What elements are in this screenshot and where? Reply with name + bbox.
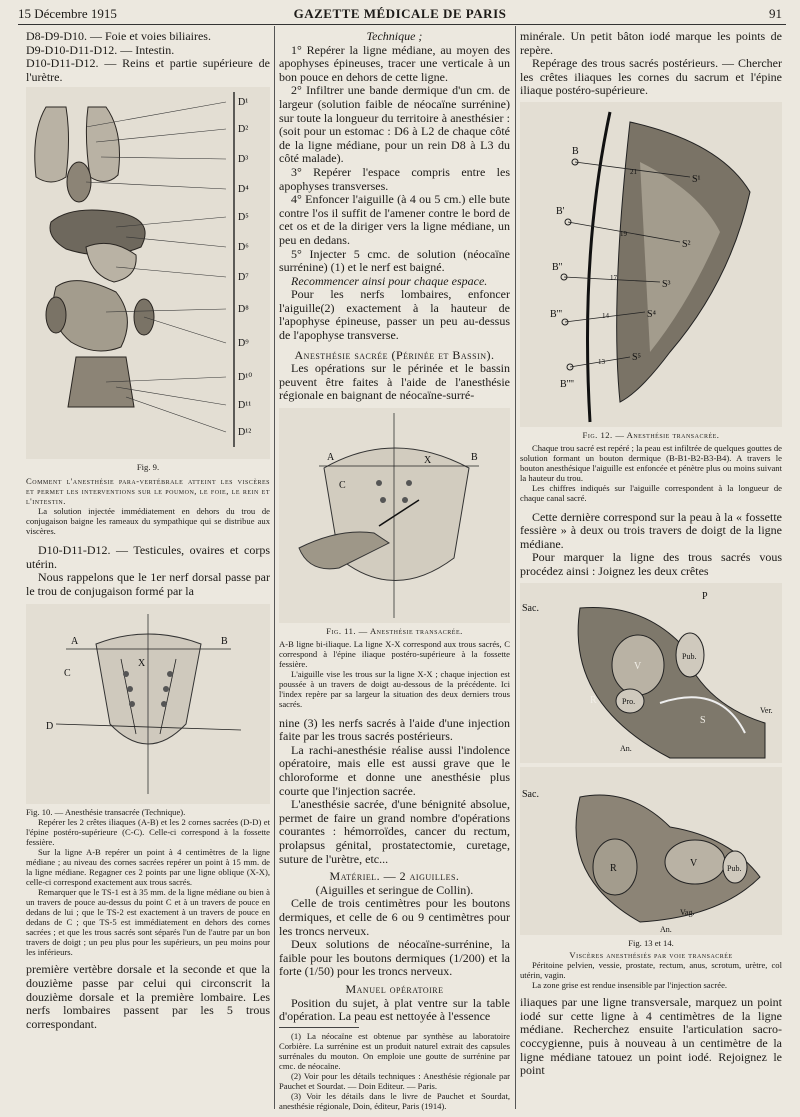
fig14-label-an: An. (660, 924, 672, 934)
fig13-label-s: S (700, 714, 706, 726)
fig12-label-b4: B'''' (560, 378, 574, 390)
fig10-label-c: C (64, 668, 71, 680)
fig11-title: Fig. 11. — Anesthésie transacrée. (326, 626, 463, 637)
technique-lombaires: Pour les nerfs lombaires, enfoncer l'aiguille(2) exactement à la hauteur de l'apophyse épineuse, passer un peu au-dessus de l'apophyse transverse. (279, 287, 510, 343)
figure-14-illustration (520, 767, 782, 935)
fig12-needle-14: 14 (602, 311, 609, 320)
para-pour-marquer: Pour marquer la ligne des trous sacrés vous procédez ainsi : Joignez les deux crêtes (520, 550, 782, 578)
header-date: 15 Décembre 1915 (18, 6, 117, 21)
fig14-label-vag: Vag. (680, 907, 695, 917)
collin-2: Celle de trois centimètres pour les boutons dermiques, et celle de 6 ou 9 centimètres pour les troncs nerveux. (279, 896, 510, 938)
section-anesthesie-sacree: Anesthésie sacrée (Périnée et Bassin). (294, 347, 495, 362)
para-sacree-2: L'anesthésie sacrée, d'une bénignité absolue, permet de faire un grand nombre d'opérations courantes : hémorroïdes, cancer du rectum, prolapsus génital, prostatectomie, curetage, suture de l'urètre, etc... (279, 797, 510, 866)
materiel-heading: Matériel. — 2 aiguilles. (329, 869, 460, 884)
figure-12 (520, 102, 782, 427)
footnote-2: (2) Voir pour les détails techniques : Anesthésie régionale par Pauchet et Sourdat. — Doin Editeur. — Paris. (279, 1070, 510, 1091)
running-header (18, 4, 782, 24)
para-reperage: Repérage des trous sacrés postérieurs. — Chercher les crêtes iliaques les cornes du sacrum et l'épine iliaque postéro-supérieure. (520, 56, 782, 98)
column-3 (520, 30, 782, 1078)
fig13-label-pub: Pub. (682, 651, 697, 661)
fig11-label-b: B (471, 452, 478, 464)
fig11-caption-2: L'aiguille vise les trous sur la ligne X-X ; chaque injection est poussée à un travers de doigt au-dessous de la précédente. Ici l'index repère par sa largeur la situation des deux derniers trous sacrés. (279, 668, 510, 709)
fig14-label-pub: Pub. (727, 863, 742, 873)
para-sacree: Les opérations sur le périnée et le bassin peuvent être faites à l'aide de l'anesthésie régionale en baignant de néocaïne-surré- (279, 361, 510, 403)
fig10-caption-2: Sur la ligne A-B repérer un point à 4 centimètres de la ligne médiane ; au niveau des cornes sacrées repérer un point à 15 mm. de la ligne médiane. Regagner ces 2 points par une ligne oblique (X-X), celle-ci correspond exactement aux trous sacrés. (26, 847, 270, 888)
fig9-label-d11: D¹¹ (238, 400, 252, 412)
fig9-label-d12: D¹² (238, 427, 252, 439)
para-minerale: minérale. Un petit bâton iodé marque les points de repère. (520, 29, 782, 57)
fig12-label-b3: B''' (550, 308, 563, 320)
fig11-label-x: X (424, 455, 432, 467)
fig13-14-caption-2: La zone grise est rendue insensible par l'injection sacrée. (532, 980, 728, 991)
fig14-label-sac: Sac. (522, 788, 539, 800)
fig9-caption: Comment l'anesthésie para-vertébrale atteint les viscères et permet les interventions sur le poumon, le foie, le rein et l'intestin. (26, 475, 270, 506)
fig9-caption-2: La solution injectée immédiatement en dehors du trou de conjugaison baigne les rameaux du sympathique qui se distribue aux viscères. (26, 505, 270, 536)
fig13-label-pro: Pro. (622, 696, 636, 706)
figure-11 (279, 408, 510, 623)
figure-9-illustration (26, 87, 270, 459)
fig12-label-b2: B'' (552, 261, 563, 273)
para-cette-derniere: Cette dernière correspond sur la peau à la « fossette fessière » à deux ou trois travers de doigt de la ligne médiane. (520, 509, 782, 551)
technique-recommencer: Recommencer ainsi pour chaque espace. (291, 273, 488, 288)
para-premiere-vertebre: première vertèbre dorsale et la seconde et que la douzième passe par celui qui circonscrit la douzième dorsale et la première lombaire. Les nerfs lombaires passent par les 5 trous correspondant. (26, 962, 270, 1031)
footnote-3: (3) Voir les détails dans le livre de Pauchet et Sourdat, anesthésie régionale, Doin, éditeur, Paris (1914). (279, 1090, 510, 1111)
figure-14 (520, 767, 782, 935)
fig13-label-an: An. (620, 743, 632, 753)
fig10-caption-title: Fig. 10. — Anesthésie transacrée (Technique). (26, 807, 186, 818)
fig9-label-d8: D⁸ (238, 304, 249, 316)
fig12-needle-17: 17 (610, 273, 617, 282)
manuel-heading: Manuel opératoire (345, 981, 444, 996)
fig12-needle-21: 21 (630, 167, 637, 176)
collin: (Aiguilles et seringue de Collin). (315, 882, 474, 897)
deux-solutions: Deux solutions de néocaïne-surrénine, la faible pour les boutons dermiques (1/200) et la forte (1/50) pour les troncs nerveux. (279, 937, 510, 979)
fig12-label-s1: S¹ (692, 173, 701, 185)
fig9-label-d7: D⁷ (238, 272, 249, 284)
innervation-line-1: D8-D9-D10. — Foie et voies biliaires. (26, 29, 211, 43)
fig13-label-v: V (634, 660, 642, 672)
fig13-14-caption: Péritoine pelvien, vessie, prostate, rectum, anus, scrotum, urètre, col utérin, vagin. (520, 960, 782, 981)
technique-heading: Technique ; (366, 29, 423, 43)
figure-13-illustration (520, 583, 782, 763)
figure-10 (26, 604, 270, 804)
technique-step-4: 4° Enfoncer l'aiguille (à 4 ou 5 cm.) elle bute contre l'os il suffit de l'amener contre le bord de cet os et de la diriger vers la ligne médiane, un peu en dedans. (279, 192, 510, 247)
para-iliaques: iliaques par une ligne transversale, marquez un point iodé sur cette ligne à 4 centimètres de la ligne médiane. Recherchez ensuite l'articulation sacro-coccygienne, puis à nouveau à un centimètre de la ligne médiane tatouez un point iodé. Rejoignez le point (520, 995, 782, 1078)
fig12-caption: Chaque trou sacré est repéré ; la peau est infiltrée de quelques gouttes de solution formant un bouton dermique (B-B1-B2-B3-B4). A travers le bouton anesthésique l'aiguille est enfoncée et pénètre plus ou moins suivant la hauteur du trou. (520, 442, 782, 483)
fig11-caption: A-B ligne bi-iliaque. La ligne X-X correspond aux trous sacrés, C correspond à l'épine iliaque postéro-supérieure à la fossette fessière. (279, 638, 510, 669)
fig9-label-d1: D¹ (238, 97, 249, 109)
fig9-label-d2: D² (238, 124, 249, 136)
fig10-label-a: A (71, 636, 79, 648)
page-number: 91 (769, 6, 782, 21)
fig12-needle-19: 19 (620, 229, 627, 238)
fig12-label-s3: S³ (662, 278, 671, 290)
technique-step-2: 2° Infiltrer une bande dermique d'un cm. de largeur (solution faible de néocaïne surrénine) sur toute la longueur du territoire à anesthésier : (soit pour un estomac : D6 à L2 de chaque côté de la ligne médiane, pour un rein D8 à L3 du côté malade). (279, 83, 510, 166)
column-rule-2 (515, 26, 516, 1109)
fig9-label-d10: D¹⁰ (238, 372, 253, 384)
fig12-title: Fig. 12. — Anesthésie transacrée. (582, 429, 720, 440)
fig13-label-ver: Ver. (760, 705, 773, 715)
footnote-rule (279, 1027, 359, 1028)
fig10-label-x: X (138, 658, 146, 670)
technique-step-5: 5° Injecter 5 cmc. de solution (néocaïne surrénine) (1) et le nerf est baigné. (279, 246, 510, 275)
fig13-14-title: Fig. 13 et 14. (628, 937, 674, 948)
footnote-1: (1) La néocaïne est obtenue par synthèse au laboratoire Corbière. La surrénine est un produit naturel extrait des capsules surrénales du mouton. On emploie une goutte de surrénine par cmc. de néocaïne. (279, 1030, 510, 1071)
fig13-label-r: R (590, 694, 597, 706)
para-rachi: La rachi-anesthésie réalise aussi l'indolence opératoire, mais elle est aussi grave que le chloroforme et donne une anesthésie plus courte que l'injection sacrée. (279, 742, 510, 798)
technique-step-1: 1° Repérer la ligne médiane, au moyen des apophyses épineuses, tracer une verticale à un bon pouce en dehors de cette ligne. (279, 42, 510, 84)
fig12-label-s2: S² (682, 238, 691, 250)
column-rule-1 (274, 26, 275, 1109)
figure-13 (520, 583, 782, 763)
fig10-label-b: B (221, 636, 228, 648)
figure-12-illustration (520, 102, 782, 427)
fig9-label-d5: D⁵ (238, 212, 249, 224)
figure-10-illustration (26, 604, 270, 804)
column-1 (26, 30, 270, 1031)
fig10-caption: Repérer les 2 crêtes iliaques (A-B) et les 2 cornes sacrées (D-D) et l'épine postéro-supérieure (C-C). Celle-ci correspond à la fossette fessière. (26, 817, 270, 848)
figure-11-illustration (279, 408, 510, 623)
fig9-label-d6: D⁶ (238, 242, 249, 254)
fig12-label-s5: S⁵ (632, 351, 642, 363)
figure-9 (26, 87, 270, 459)
fig9-label-d9: D⁹ (238, 338, 249, 350)
column-2 (279, 30, 510, 1111)
fig12-caption-2: Les chiffres indiqués sur l'aiguille correspondent à la longueur de chaque canal sacré. (520, 482, 782, 503)
fig13-label-p: P (702, 590, 708, 602)
innervation-line-2: D9-D10-D11-D12. — Intestin. (26, 42, 175, 57)
position-sujet: Position du sujet, à plat ventre sur la table d'opération. La peau est nettoyée à l'essence (279, 995, 510, 1024)
fig13-14-subtitle: Viscères anesthésiés par voie transacrée (569, 950, 733, 961)
header-rule (18, 24, 786, 25)
fig13-label-sac: Sac. (522, 602, 539, 614)
journal-title: GAZETTE MÉDICALE DE PARIS (293, 6, 507, 21)
fig12-label-s4: S⁴ (647, 308, 657, 320)
fig14-label-v: V (690, 857, 698, 869)
para-testicules: D10-D11-D12. — Testicules, ovaires et corps utérin. (26, 542, 270, 571)
innervation-line-3: D10-D11-D12. — Reins et partie supérieure de l'urètre. (26, 56, 270, 84)
fig9-label-d4: D⁴ (238, 184, 249, 196)
fig12-label-b: B (572, 145, 579, 157)
fig12-label-b1: B' (556, 205, 565, 217)
para-nerf-dorsal: Nous rappelons que le 1er nerf dorsal passe par le trou de conjugaison formé par la (26, 570, 270, 598)
fig12-needle-13: 13 (598, 357, 605, 366)
fig11-label-a: A (327, 452, 335, 464)
fig9-label-d3: D³ (238, 154, 249, 166)
fig10-caption-3: Remarquer que le TS-1 est à 35 mm. de la ligne médiane ou bien à un travers de pouce au-dessus du point C et à un travers de pouce en dedans de lui ; que le TS-2 est exactement à un travers de pouce en dedans de C ; que TS-5 est immédiatement en dehors des cornes sacrées ; et que les trous sacrés sont séparés l'un de l'autre par un bon travers de doigt ; un peu plus pour les supérieurs, un peu moins pour les inférieurs. (26, 887, 270, 958)
para-nine: nine (3) les nerfs sacrés à l'aide d'une injection faite par les trous sacrés postérieurs. (279, 715, 510, 744)
fig14-label-r: R (610, 862, 617, 874)
fig11-label-c: C (339, 480, 346, 492)
fig9-number: Fig. 9. (136, 462, 160, 473)
fig10-label-d: D (46, 721, 54, 733)
technique-step-3: 3° Repérer l'espace compris entre les apophyses transverses. (279, 164, 510, 193)
